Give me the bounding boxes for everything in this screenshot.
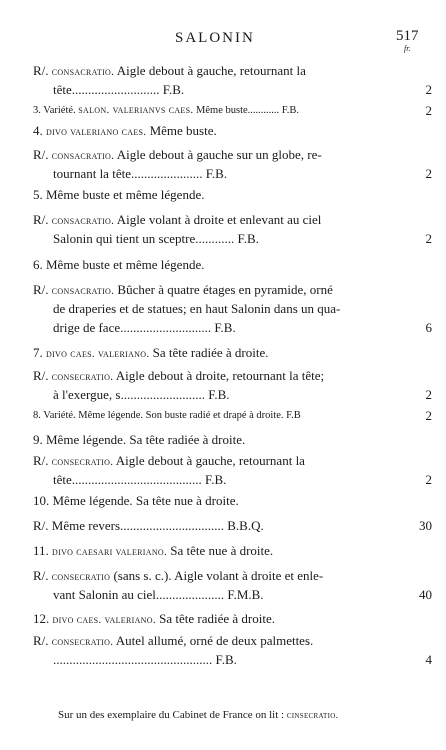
coin-legend: consacratio.: [51, 66, 115, 78]
running-head-title: SALONIN: [175, 30, 255, 46]
description-text: Sa tête nue à droite.: [167, 543, 274, 558]
catalogue-entry: [0, 566, 446, 604]
entry-number: 12.: [33, 611, 50, 626]
reverse-symbol: R/.: [33, 453, 49, 468]
description-text: Même buste et même légende.: [46, 187, 205, 202]
entry-line: [0, 229, 446, 248]
description-text: Aigle volant à droite et enlevant au ciel: [114, 212, 322, 227]
entry-line-text: [33, 516, 264, 535]
description-text: Même légende. Sa tête radiée à droite.: [46, 432, 246, 447]
description-text: Sa tête radiée à droite.: [155, 611, 275, 626]
entry-line-text: [33, 280, 333, 301]
entry-line-text: [53, 585, 264, 604]
price-value: 4: [425, 652, 432, 667]
entry-line-text: [33, 430, 245, 449]
entry-line-text: [33, 541, 273, 562]
description-text: ................................................. F.B.: [53, 652, 237, 667]
description-text: de draperies et de statues; en haut Salonin dans un qua-: [53, 301, 341, 316]
entry-line-text: [53, 385, 230, 404]
coin-legend: consacratio.: [51, 285, 115, 297]
entry-line: [0, 318, 446, 337]
coin-legend: consacratio.: [51, 150, 115, 162]
catalogue-entry: [0, 451, 446, 489]
coin-legend: consecratio: [51, 571, 111, 583]
description-text: Même buste et même légende.: [46, 257, 205, 272]
entry-line-text: [53, 650, 237, 669]
catalogue-entry: [0, 210, 446, 248]
entry-number: 5.: [33, 187, 43, 202]
catalogue-entry: [0, 121, 446, 140]
catalogue-entry: [0, 145, 446, 183]
description-text: Variété. Même légende. Son buste radié et drapé à droite. F.B: [40, 410, 301, 421]
description-text: vant Salonin au ciel..................... F.M.B.: [53, 587, 264, 602]
entry-line-text: [33, 145, 322, 166]
entry-number: 7.: [33, 345, 43, 360]
reverse-symbol: R/.: [33, 147, 49, 162]
entry-line: [0, 516, 446, 535]
coin-legend: consecratio.: [51, 636, 114, 648]
entry-line: [0, 280, 446, 299]
page-number: 517: [396, 28, 419, 44]
entry-number: 10.: [33, 493, 50, 508]
price-column-label: fr.: [404, 44, 411, 53]
catalogue-entry: [0, 61, 446, 99]
entry-number: 11.: [33, 543, 49, 558]
description-text: tournant la tête...................... F.B.: [53, 166, 228, 181]
price-value: 2: [425, 472, 432, 487]
entry-line: [0, 585, 446, 604]
entry-line-text: [33, 609, 275, 630]
entry-line: [0, 541, 446, 560]
description-text: Aigle debout à droite, retournant la tête;: [113, 368, 325, 383]
price-value: 2: [425, 387, 432, 402]
footnote-legend: cinsecratio.: [286, 711, 339, 721]
entry-line-text: [33, 366, 324, 387]
footnote: [58, 709, 338, 721]
entry-line-text: [33, 631, 313, 652]
description-text: Même buste............ F.B.: [193, 105, 300, 116]
reverse-symbol: R/.: [33, 518, 49, 533]
description-text: tête........................................ F.B.: [53, 472, 227, 487]
entry-line-text: [53, 164, 227, 183]
description-text: Aigle debout à gauche, retournant la: [114, 63, 306, 78]
entry-line: [0, 61, 446, 80]
entry-line: [0, 631, 446, 650]
footnote-text: Sur un des exemplaire du Cabinet de France on lit :: [58, 709, 287, 721]
entry-line-text: [33, 101, 299, 120]
description-text: Aigle debout à gauche, retournant la: [113, 453, 305, 468]
price-value: 30: [419, 518, 432, 533]
catalogue-entry: [0, 255, 446, 274]
catalogue-entry: [0, 609, 446, 628]
reverse-symbol: R/.: [33, 633, 49, 648]
entry-line-text: [53, 80, 184, 99]
reverse-symbol: R/.: [33, 282, 49, 297]
entry-line-text: [33, 121, 217, 142]
entry-line: [0, 164, 446, 183]
entry-line: [0, 366, 446, 385]
coin-legend: salon. valerianvs caes.: [78, 104, 194, 116]
entry-number: 8.: [33, 410, 41, 421]
price-value: 2: [425, 408, 432, 423]
description-text: Sa tête radiée à droite.: [149, 345, 269, 360]
description-text: Aigle debout à gauche sur un globe, re-: [114, 147, 322, 162]
entry-line-text: [53, 318, 236, 337]
reverse-symbol: R/.: [33, 212, 49, 227]
entry-line: [0, 343, 446, 362]
price-value: 2: [425, 103, 432, 118]
entry-line-text: [53, 299, 340, 318]
entry-line-text: [53, 470, 226, 489]
entry-line-text: [33, 185, 204, 204]
coin-legend: divo caesari valeriano.: [52, 546, 168, 558]
description-text: Salonin qui tient un sceptre............ F.B.: [53, 231, 259, 246]
coin-legend: divo caes. valeriano.: [46, 348, 150, 360]
description-text: drige de face............................ F.B.: [53, 320, 236, 335]
entry-line: [0, 470, 446, 489]
entry-line-text: [33, 61, 306, 82]
description-text: à l'exergue, s.......................... F.B.: [53, 387, 230, 402]
reverse-symbol: R/.: [33, 568, 49, 583]
entry-line-text: [53, 229, 259, 248]
catalogue-entry: [0, 343, 446, 362]
entry-line: [0, 566, 446, 585]
entry-line: [0, 609, 446, 628]
catalogue-entry: [0, 541, 446, 560]
coin-legend: consecratio.: [51, 371, 114, 383]
catalogue-entry: [0, 101, 446, 120]
description-text: Même légende. Sa tête nue à droite.: [52, 493, 239, 508]
entry-line: [0, 430, 446, 449]
entry-line: [0, 210, 446, 229]
description-text: Même revers................................ B.B.Q.: [51, 518, 264, 533]
description-text: Autel allumé, orné de deux palmettes.: [113, 633, 314, 648]
catalogue-entry: [0, 366, 446, 404]
coin-legend: consacratio.: [51, 215, 115, 227]
catalogue-entry: [0, 491, 446, 510]
entry-line: [0, 255, 446, 274]
entry-line: [0, 385, 446, 404]
entry-line: [0, 185, 446, 204]
catalogue-entry: [0, 631, 446, 669]
price-value: 2: [425, 231, 432, 246]
price-value: 2: [425, 82, 432, 97]
entry-line: [0, 80, 446, 99]
entry-line-text: [33, 451, 305, 472]
coin-legend: divo caes. valeriano.: [52, 614, 156, 626]
description-text: Variété.: [40, 105, 79, 116]
reverse-symbol: R/.: [33, 368, 49, 383]
catalogue-entry: [0, 516, 446, 535]
coin-legend: consecratio.: [51, 456, 114, 468]
description-text: Bûcher à quatre étages en pyramide, orné: [114, 282, 333, 297]
entry-line: [0, 101, 446, 120]
entry-line: [0, 491, 446, 510]
entry-line: [0, 299, 446, 318]
entry-number: 9.: [33, 432, 43, 447]
entry-number: 3.: [33, 105, 41, 116]
catalogue-entry: [0, 280, 446, 337]
description-text: tête........................... F.B.: [53, 82, 185, 97]
entry-line: [0, 121, 446, 140]
entry-line-text: [33, 406, 301, 425]
catalogue-entry: [0, 185, 446, 204]
catalogue-entry: [0, 430, 446, 449]
entry-line-text: [33, 491, 239, 510]
entry-line-text: [33, 343, 268, 364]
entry-line: [0, 145, 446, 164]
entry-line: [0, 650, 446, 669]
description-text: Même buste.: [146, 123, 217, 138]
entry-line-text: [33, 255, 204, 274]
entry-line: [0, 451, 446, 470]
catalogue-entry: [0, 406, 446, 425]
price-value: 6: [425, 320, 432, 335]
coin-legend: divo valeriano caes.: [46, 126, 147, 138]
description-text: (sans s. c.). Aigle volant à droite et enle-: [110, 568, 324, 583]
entry-line-text: [33, 566, 323, 587]
price-value: 40: [419, 587, 432, 602]
entry-line: [0, 406, 446, 425]
entry-number: 4.: [33, 123, 43, 138]
entry-line-text: [33, 210, 321, 231]
price-value: 2: [425, 166, 432, 181]
reverse-symbol: R/.: [33, 63, 49, 78]
entry-number: 6.: [33, 257, 43, 272]
